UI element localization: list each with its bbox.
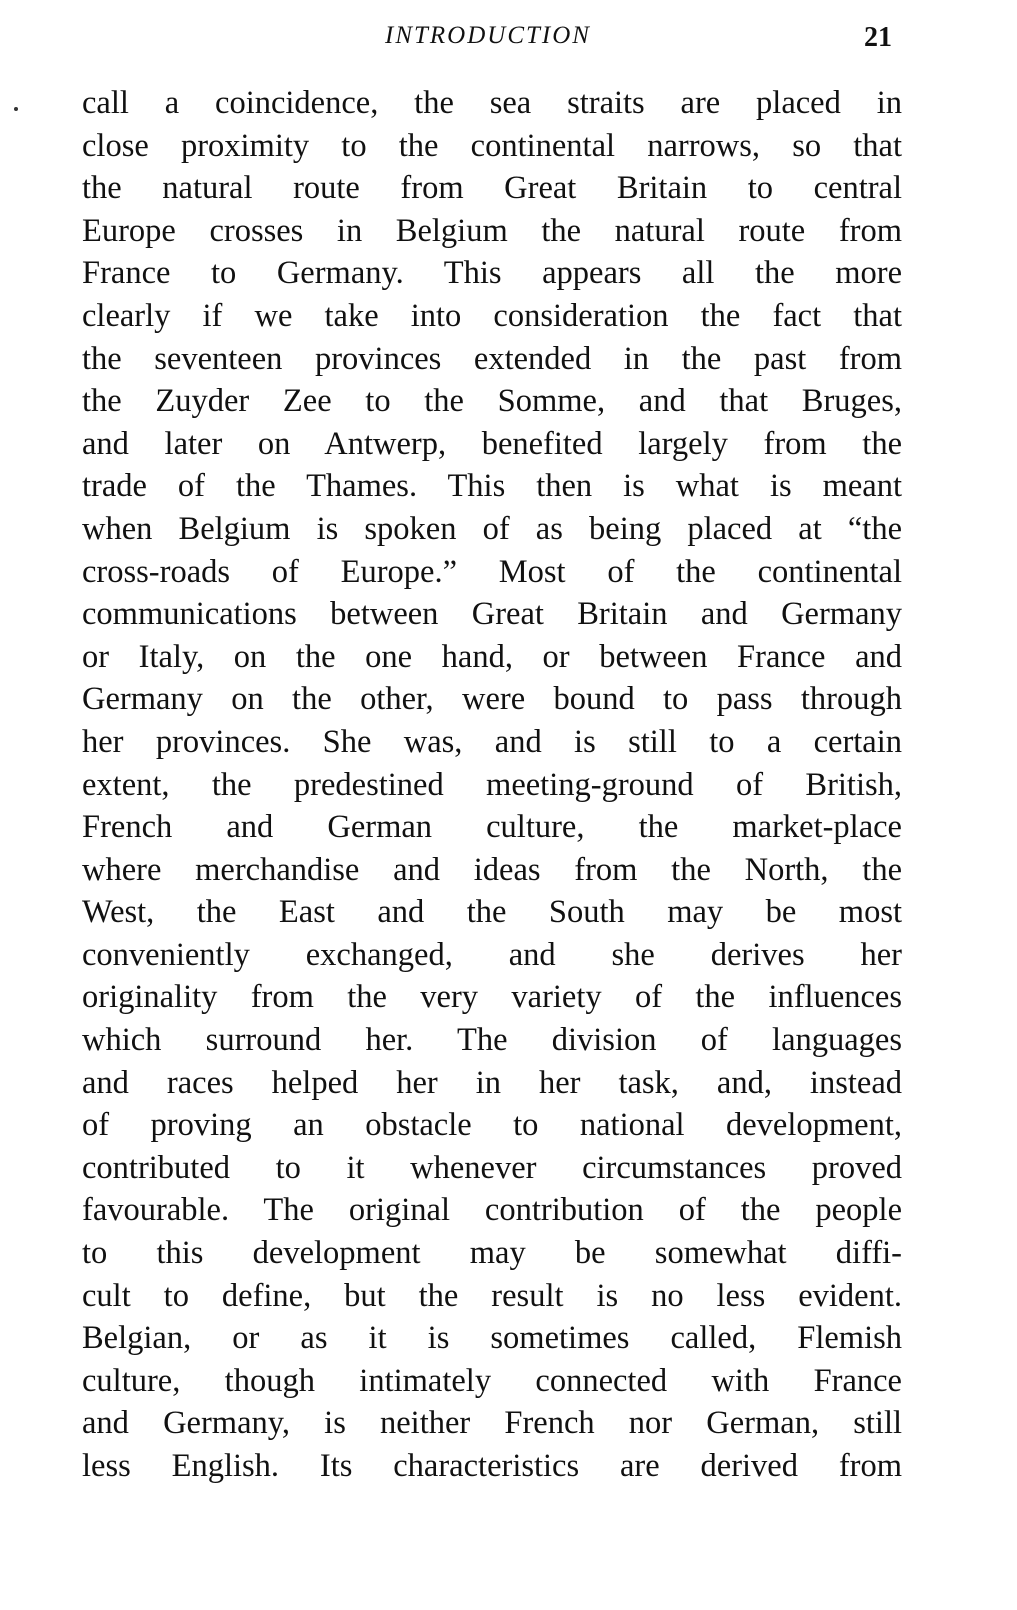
page-number: 21	[864, 22, 892, 53]
text-line: West, the East and the South may be most	[82, 894, 902, 931]
text-line: communications between Great Britain and Germany	[82, 596, 902, 633]
text-line: of proving an obstacle to national development,	[82, 1107, 902, 1144]
text-line: close proximity to the continental narrows, so that	[82, 127, 902, 164]
text-line: less English. Its characteristics are derived from	[82, 1448, 902, 1484]
text-line: where merchandise and ideas from the North, the	[82, 851, 902, 888]
text-line: trade of the Thames. This then is what is meant	[82, 468, 902, 505]
text-line: Europe crosses in Belgium the natural route from	[82, 212, 902, 249]
text-line: extent, the predestined meeting-ground of British,	[82, 766, 902, 803]
text-line: and Germany, is neither French nor German, still	[82, 1405, 902, 1442]
text-line: when Belgium is spoken of as being placed at “the	[82, 510, 902, 547]
text-line: the natural route from Great Britain to central	[82, 170, 902, 207]
text-line: originality from the very variety of the influences	[82, 979, 902, 1016]
text-line: the Zuyder Zee to the Somme, and that Bruges,	[82, 383, 902, 420]
text-line: French and German culture, the market-place	[82, 809, 902, 846]
text-line: clearly if we take into consideration the fact that	[82, 297, 902, 334]
text-line: call a coincidence, the sea straits are placed in	[82, 85, 902, 121]
text-line: Germany on the other, were bound to pass through	[82, 681, 902, 718]
text-line: cult to define, but the result is no less evident.	[82, 1277, 902, 1314]
text-line: favourable. The original contribution of the people	[82, 1192, 902, 1229]
text-line: or Italy, on the one hand, or between France and	[82, 638, 902, 675]
text-line: and races helped her in her task, and, instead	[82, 1064, 902, 1101]
text-line: France to Germany. This appears all the more	[82, 255, 902, 292]
text-line: which surround her. The division of languages	[82, 1022, 902, 1059]
text-line: conveniently exchanged, and she derives her	[82, 936, 902, 973]
page-header	[0, 22, 1017, 62]
stray-ink-mark	[14, 107, 18, 111]
text-line: to this development may be somewhat diffi-	[82, 1235, 902, 1272]
body-text	[82, 82, 902, 1488]
running-head: INTRODUCTION	[385, 22, 591, 49]
text-line: contributed to it whenever circumstances proved	[82, 1149, 902, 1186]
text-line: cross-roads of Europe.” Most of the continental	[82, 553, 902, 590]
text-line: and later on Antwerp, benefited largely from the	[82, 425, 902, 462]
text-line: culture, though intimately connected with France	[82, 1362, 902, 1399]
text-line: her provinces. She was, and is still to a certain	[82, 723, 902, 760]
text-line: Belgian, or as it is sometimes called, Flemish	[82, 1320, 902, 1357]
text-line: the seventeen provinces extended in the past from	[82, 340, 902, 377]
